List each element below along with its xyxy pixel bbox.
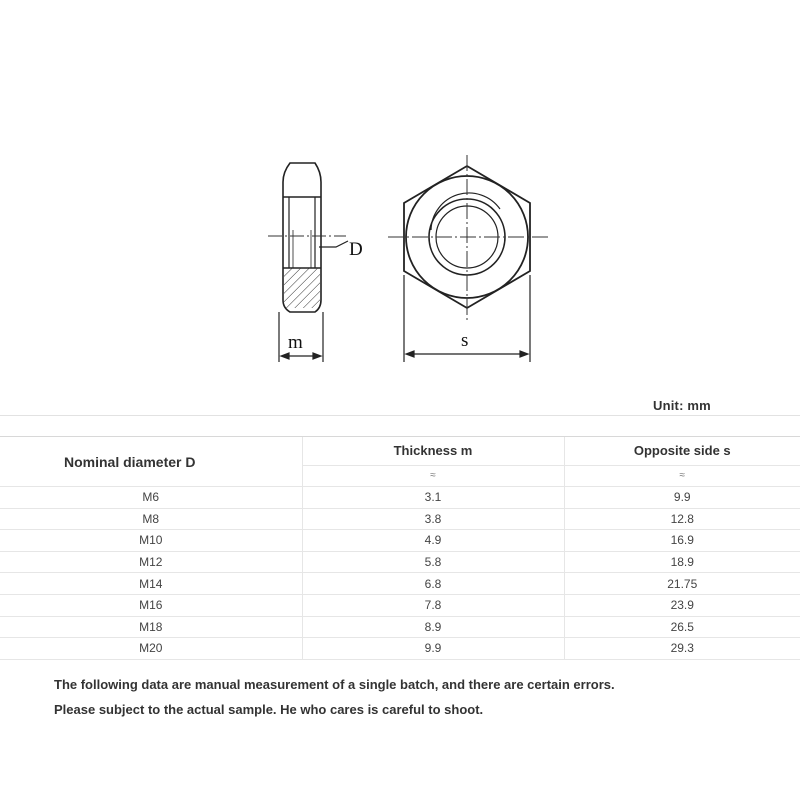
note-line-1: The following data are manual measurement of a single batch, and there are certain errors.	[54, 677, 615, 692]
d-leader-line	[319, 241, 348, 247]
cell-thickness: 3.8	[302, 508, 564, 530]
table-row	[0, 616, 800, 638]
cell-thickness: 9.9	[302, 638, 564, 660]
table-header-row	[0, 437, 800, 466]
table-row	[0, 638, 800, 660]
cell-opposite-side: 12.8	[564, 508, 800, 530]
approx-symbol: ≈	[564, 466, 800, 487]
cell-opposite-side: 9.9	[564, 487, 800, 509]
cell-diameter: M16	[0, 594, 302, 616]
label-m: m	[288, 332, 303, 353]
spec-table	[0, 437, 800, 660]
approx-symbol: ≈	[302, 466, 564, 487]
table-row	[0, 551, 800, 573]
table-row	[0, 594, 800, 616]
cell-diameter: M12	[0, 551, 302, 573]
cell-thickness: 5.8	[302, 551, 564, 573]
cell-opposite-side: 29.3	[564, 638, 800, 660]
cell-opposite-side: 26.5	[564, 616, 800, 638]
cell-thickness: 4.9	[302, 530, 564, 552]
table-row	[0, 573, 800, 595]
cell-diameter: M8	[0, 508, 302, 530]
unit-label: Unit: mm	[653, 398, 711, 413]
table-row	[0, 487, 800, 509]
table-row	[0, 508, 800, 530]
cell-opposite-side: 16.9	[564, 530, 800, 552]
cell-opposite-side: 18.9	[564, 551, 800, 573]
cell-thickness: 8.9	[302, 616, 564, 638]
header-opposite-side: Opposite side s	[564, 437, 800, 466]
divider	[0, 415, 800, 416]
label-d: D	[349, 239, 363, 260]
cell-thickness: 3.1	[302, 487, 564, 509]
label-s: s	[461, 330, 469, 351]
cell-opposite-side: 21.75	[564, 573, 800, 595]
cell-diameter: M6	[0, 487, 302, 509]
header-thickness: Thickness m	[302, 437, 564, 466]
header-nominal-diameter: Nominal diameter D	[0, 437, 302, 487]
table-row	[0, 530, 800, 552]
cell-diameter: M18	[0, 616, 302, 638]
cell-diameter: M20	[0, 638, 302, 660]
cell-diameter: M10	[0, 530, 302, 552]
note-line-2: Please subject to the actual sample. He who cares is careful to shoot.	[54, 702, 484, 717]
cell-thickness: 7.8	[302, 594, 564, 616]
cell-diameter: M14	[0, 573, 302, 595]
section-hatch	[284, 268, 320, 308]
cell-thickness: 6.8	[302, 573, 564, 595]
cell-opposite-side: 23.9	[564, 594, 800, 616]
